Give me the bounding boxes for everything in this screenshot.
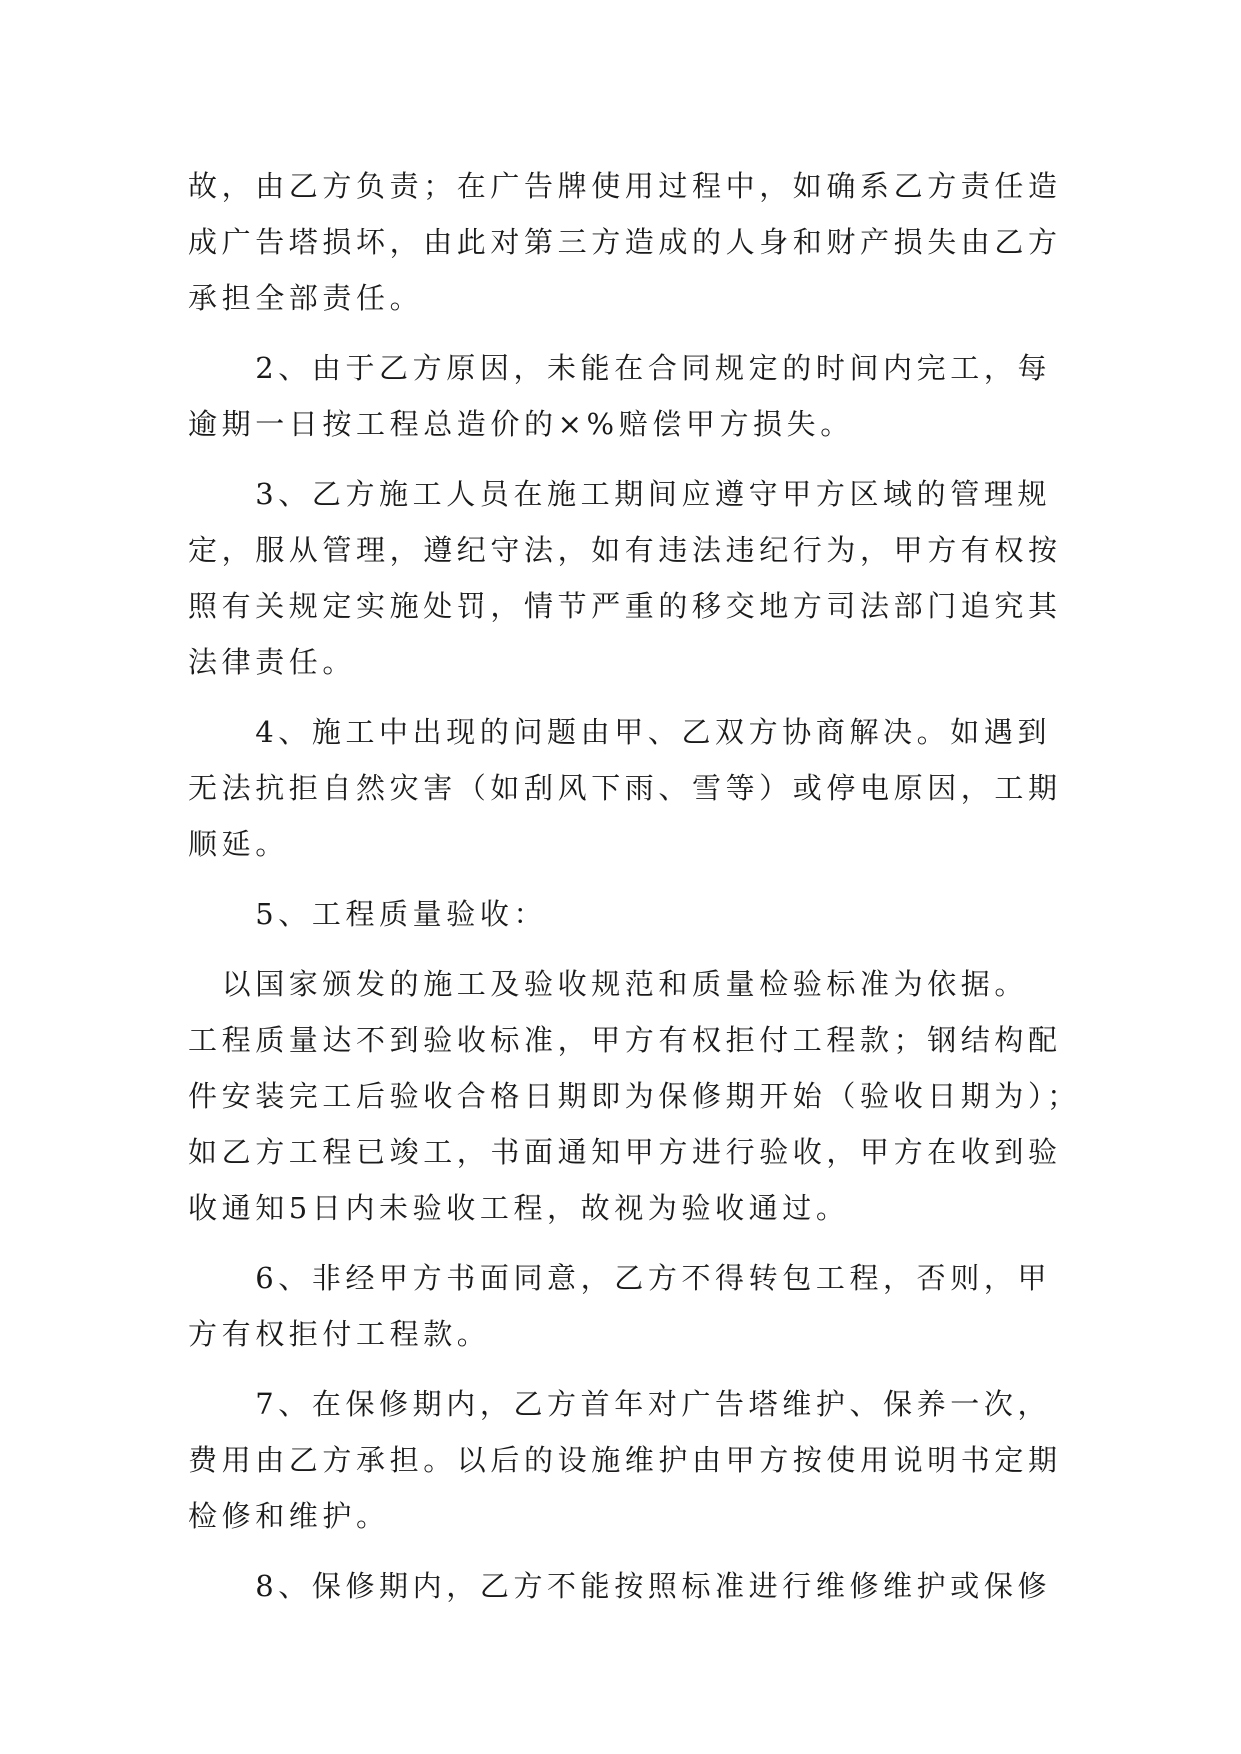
text-line: 4、施工中出现的问题由甲、乙双方协商解决。如遇到 <box>188 715 1052 749</box>
text-line: 逾期一日按工程总造价的×%赔偿甲方损失。 <box>188 407 854 441</box>
text-line: 照有关规定实施处罚，情节严重的移交地方司法部门追究其 <box>188 589 1062 623</box>
text-line: 法律责任。 <box>188 645 357 679</box>
text-line: 定，服从管理，遵纪守法，如有违法违纪行为，甲方有权按 <box>188 533 1062 567</box>
text-line: 费用由乙方承担。以后的设施维护由甲方按使用说明书定期 <box>188 1443 1062 1477</box>
text-line: 3、乙方施工人员在施工期间应遵守甲方区域的管理规 <box>188 477 1052 511</box>
text-line: 无法抗拒自然灾害（如刮风下雨、雪等）或停电原因，工期 <box>188 771 1062 805</box>
text-line: 承担全部责任。 <box>188 281 424 315</box>
text-line: 成广告塔损坏，由此对第三方造成的人身和财产损失由乙方 <box>188 225 1062 259</box>
text-line: 8、保修期内，乙方不能按照标准进行维修维护或保修 <box>188 1569 1052 1603</box>
text-line: 故，由乙方负责；在广告牌使用过程中，如确系乙方责任造 <box>188 169 1062 203</box>
text-line: 6、非经甲方书面同意，乙方不得转包工程，否则，甲 <box>188 1261 1052 1295</box>
text-line: 件安装完工后验收合格日期即为保修期开始（验收日期为）； <box>188 1079 1081 1113</box>
text-line: 收通知5日内未验收工程，故视为验收通过。 <box>188 1191 850 1225</box>
text-line: 如乙方工程已竣工，书面通知甲方进行验收，甲方在收到验 <box>188 1135 1062 1169</box>
text-line: 7、在保修期内，乙方首年对广告塔维护、保养一次， <box>188 1387 1052 1421</box>
text-line: 顺延。 <box>188 827 289 861</box>
text-line: 工程质量达不到验收标准，甲方有权拒付工程款；钢结构配 <box>188 1023 1062 1057</box>
text-line: 检修和维护。 <box>188 1499 390 1533</box>
text-line: 方有权拒付工程款。 <box>188 1317 491 1351</box>
text-line: 以国家颁发的施工及验收规范和质量检验标准为依据。 <box>188 967 1029 1001</box>
text-line: 5、工程质量验收： <box>188 897 548 931</box>
text-line: 2、由于乙方原因，未能在合同规定的时间内完工，每 <box>188 351 1052 385</box>
document-body <box>188 158 1081 1614</box>
